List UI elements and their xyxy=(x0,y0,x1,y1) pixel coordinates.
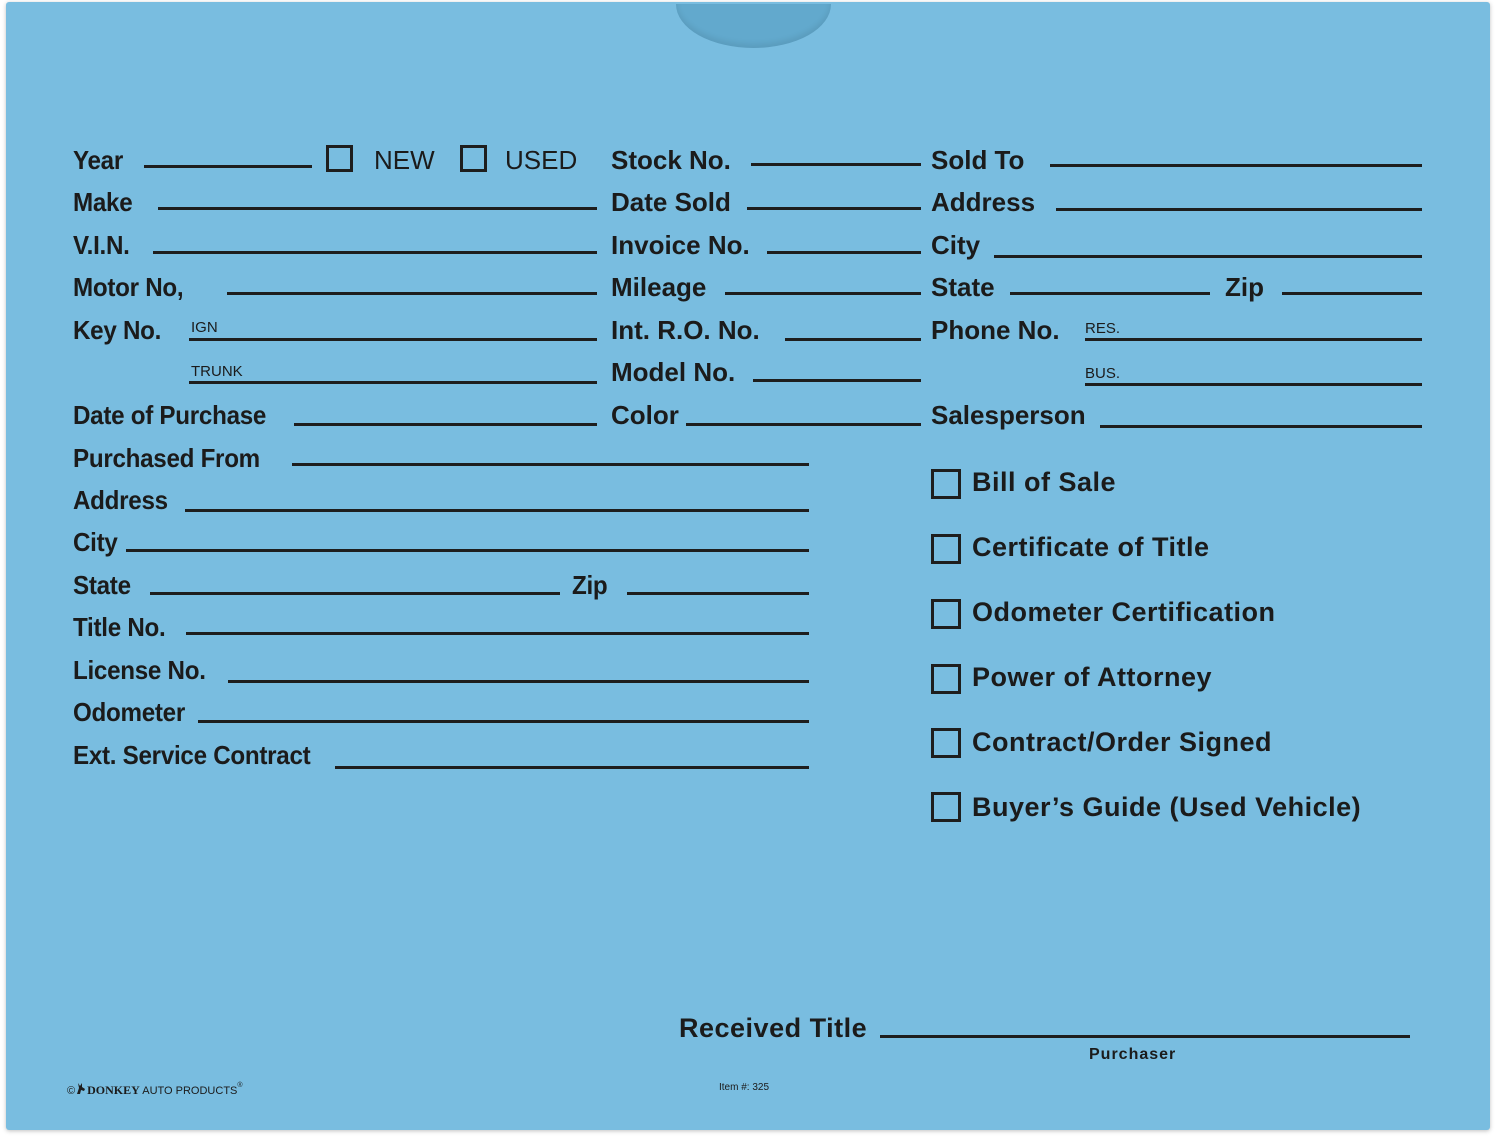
odometer-label: Odometer xyxy=(73,697,185,727)
buyer-zip-label: Zip xyxy=(1225,272,1264,302)
checkbox-certificate-of-title[interactable] xyxy=(931,534,961,564)
purchase-state-label: State xyxy=(73,570,131,600)
brand-logo xyxy=(67,1082,243,1097)
copyright-mark: © xyxy=(67,1085,76,1097)
checklist-item-power-of-attorney: Power of Attorney xyxy=(972,662,1213,692)
buyer-city-line[interactable] xyxy=(994,255,1422,258)
checkbox-power-of-attorney[interactable] xyxy=(931,664,961,694)
phone-res-label: RES. xyxy=(1085,320,1121,337)
key-trunk-label: TRUNK xyxy=(191,363,243,380)
checkbox-odometer-certification[interactable] xyxy=(931,599,961,629)
license-no-line[interactable] xyxy=(228,680,809,683)
color-label: Color xyxy=(611,400,679,430)
title-no-line[interactable] xyxy=(186,632,809,635)
used-checkbox[interactable] xyxy=(460,145,487,172)
int-ro-no-line[interactable] xyxy=(785,338,921,341)
purchase-city-line[interactable] xyxy=(126,549,809,552)
color-line[interactable] xyxy=(686,423,921,426)
date-sold-label: Date Sold xyxy=(611,187,731,217)
key-trunk-line[interactable] xyxy=(189,381,597,384)
vin-label: V.I.N. xyxy=(73,230,130,260)
phone-bus-line[interactable] xyxy=(1085,383,1422,386)
date-sold-line[interactable] xyxy=(747,207,921,210)
key-ign-label: IGN xyxy=(191,319,218,336)
checklist-item-bill-of-sale: Bill of Sale xyxy=(972,467,1117,497)
make-line[interactable] xyxy=(158,207,597,210)
year-label: Year xyxy=(73,145,123,175)
thumb-cut xyxy=(676,4,831,48)
phone-res-line[interactable] xyxy=(1085,338,1422,341)
stock-no-line[interactable] xyxy=(751,163,921,166)
model-no-line[interactable] xyxy=(753,379,921,382)
checkbox-contract-order-signed[interactable] xyxy=(931,728,961,758)
sold-to-label: Sold To xyxy=(931,145,1025,175)
buyer-state-line[interactable] xyxy=(1010,292,1210,295)
key-no-label: Key No. xyxy=(73,315,162,345)
salesperson-label: Salesperson xyxy=(931,400,1086,430)
purchase-city-label: City xyxy=(73,527,118,557)
phone-no-label: Phone No. xyxy=(931,315,1060,345)
purchase-state-line[interactable] xyxy=(150,592,560,595)
buyer-address-line[interactable] xyxy=(1056,208,1422,211)
vin-line[interactable] xyxy=(153,251,597,254)
registered-mark: ® xyxy=(237,1082,243,1089)
make-label: Make xyxy=(73,187,133,217)
buyer-zip-line[interactable] xyxy=(1282,292,1422,295)
title-no-label: Title No. xyxy=(73,612,166,642)
checklist-item-certificate-of-title: Certificate of Title xyxy=(972,532,1210,562)
license-no-label: License No. xyxy=(73,655,206,685)
checkbox-bill-of-sale[interactable] xyxy=(931,469,961,499)
purchase-zip-line[interactable] xyxy=(627,592,809,595)
purchaser-label: Purchaser xyxy=(1089,1046,1177,1063)
received-title-label: Received Title xyxy=(679,1013,868,1043)
purchased-from-line[interactable] xyxy=(292,463,809,466)
ext-service-contract-line[interactable] xyxy=(335,766,809,769)
envelope-form xyxy=(6,2,1490,1130)
purchase-address-label: Address xyxy=(73,485,168,515)
brand-name-rest: AUTO PRODUCTS xyxy=(142,1085,238,1097)
invoice-no-label: Invoice No. xyxy=(611,230,750,260)
date-of-purchase-label: Date of Purchase xyxy=(73,400,267,430)
received-title-line[interactable] xyxy=(880,1035,1410,1038)
item-number: Item #: 325 xyxy=(719,1082,770,1093)
invoice-no-line[interactable] xyxy=(767,251,921,254)
date-of-purchase-line[interactable] xyxy=(294,423,597,426)
key-ign-line[interactable] xyxy=(189,338,597,341)
brand-name: DONKEY xyxy=(87,1083,140,1097)
odometer-line[interactable] xyxy=(198,720,809,723)
donkey-icon xyxy=(75,1082,87,1095)
buyer-city-label: City xyxy=(931,230,981,260)
mileage-label: Mileage xyxy=(611,272,707,302)
int-ro-no-label: Int. R.O. No. xyxy=(611,315,760,345)
purchase-zip-label: Zip xyxy=(572,570,608,600)
checkbox-buyers-guide[interactable] xyxy=(931,792,961,822)
ext-service-contract-label: Ext. Service Contract xyxy=(73,740,311,770)
model-no-label: Model No. xyxy=(611,357,736,387)
motor-no-label: Motor No, xyxy=(73,272,184,302)
phone-bus-label: BUS. xyxy=(1085,365,1121,382)
motor-no-line[interactable] xyxy=(227,292,597,295)
purchase-address-line[interactable] xyxy=(185,509,809,512)
salesperson-line[interactable] xyxy=(1100,425,1422,428)
buyer-address-label: Address xyxy=(931,187,1036,217)
buyer-state-label: State xyxy=(931,272,995,302)
year-line[interactable] xyxy=(144,165,312,168)
stock-no-label: Stock No. xyxy=(611,145,731,175)
mileage-line[interactable] xyxy=(725,292,921,295)
checklist-item-odometer-certification: Odometer Certification xyxy=(972,597,1276,627)
used-label: USED xyxy=(505,145,578,175)
purchased-from-label: Purchased From xyxy=(73,443,260,473)
checklist-item-contract-order-signed: Contract/Order Signed xyxy=(972,727,1273,757)
new-label: NEW xyxy=(374,145,435,175)
new-checkbox[interactable] xyxy=(326,145,353,172)
checklist-item-buyers-guide: Buyer’s Guide (Used Vehicle) xyxy=(972,792,1362,822)
sold-to-line[interactable] xyxy=(1050,164,1422,167)
